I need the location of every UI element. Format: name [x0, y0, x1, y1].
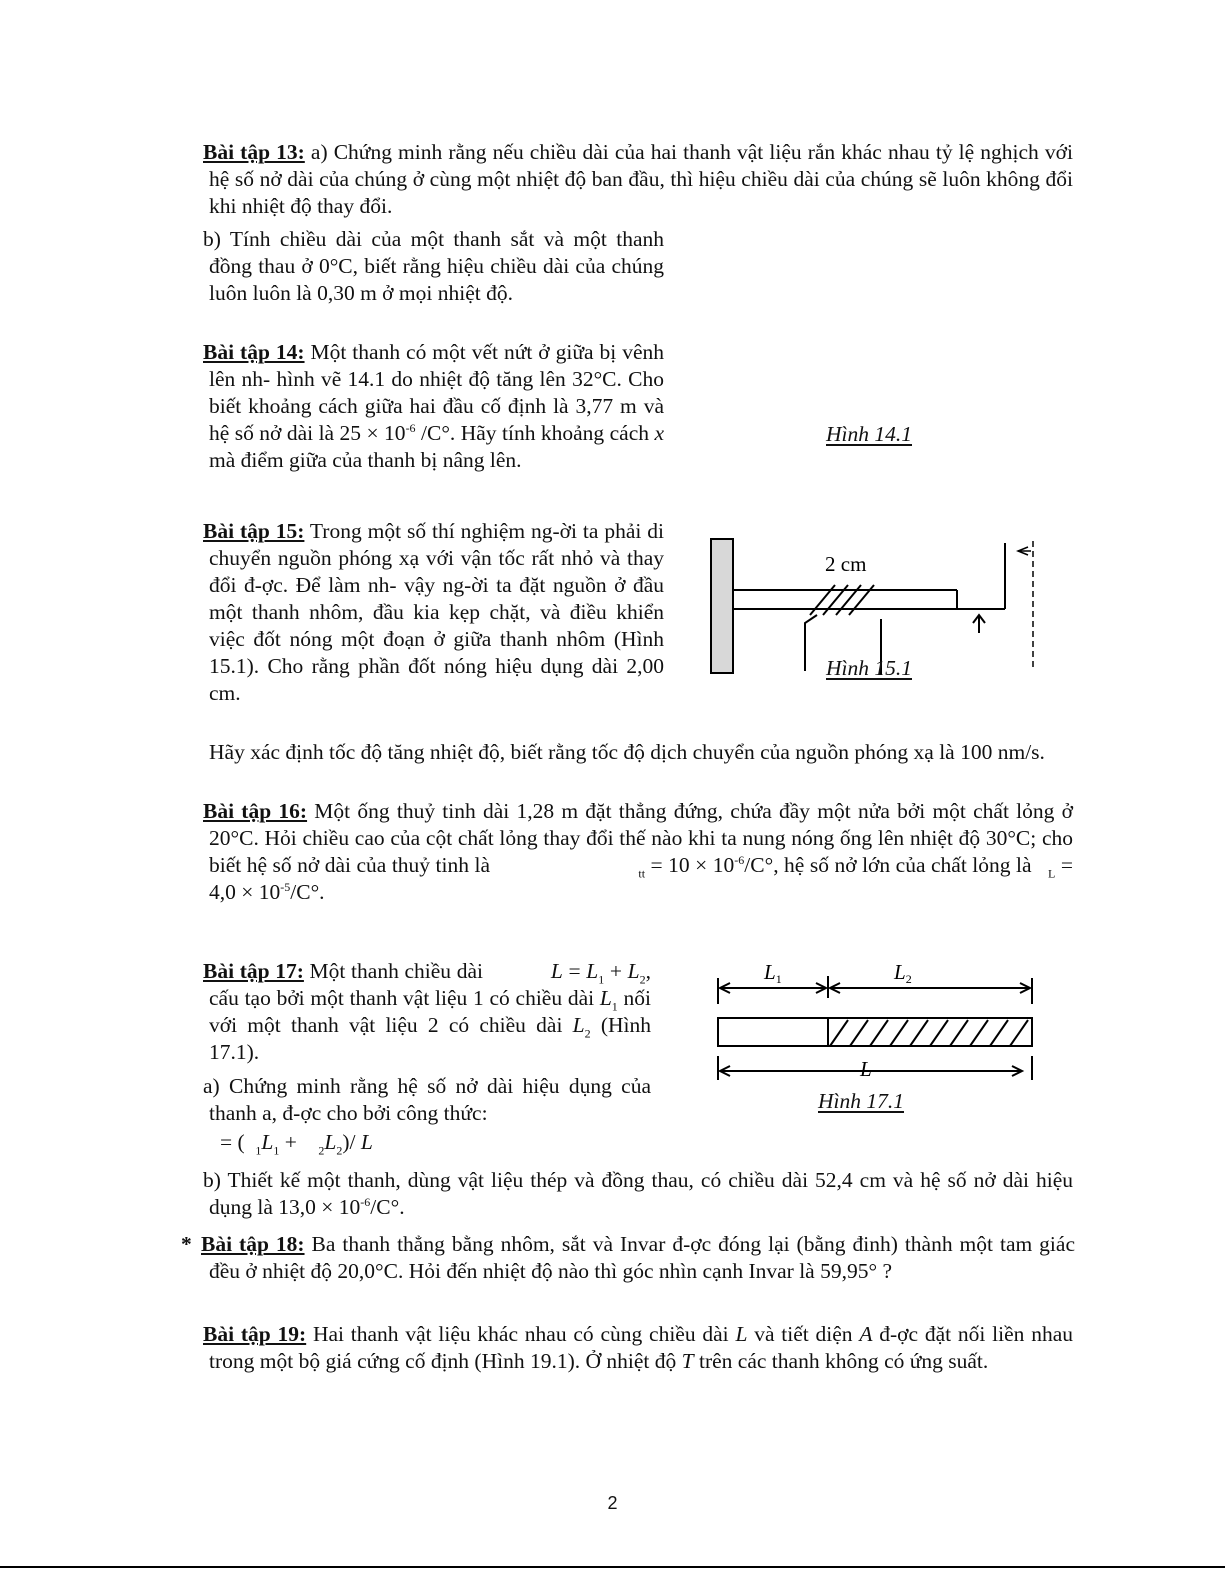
page-bottom-rule	[0, 1566, 1225, 1568]
exercise-16-title: Bài tập 16:	[203, 799, 308, 823]
exercise-17-formula: = ( $_1L_1$ + $_2L_2)/$ L	[220, 1130, 373, 1158]
fig-label-L2: L	[894, 960, 906, 984]
exercise-13-a-text: a) Chứng minh rằng nếu chiều dài của hai thanh vật liệu rắn khác nhau tỷ lệ nghịch với hệ số nở dài của chúng ở cùng một nhiệt độ ban đầu, thì hiệu chiều dài của chúng sẽ luôn không đổi khi nhiệt độ thay đổi.	[209, 140, 1073, 218]
gap-marker	[1018, 547, 1031, 555]
exercise-17: Bài tập 17: Một thanh chiều dài $L = L_1 + L_2$, cấu tạo bởi một thanh vật liệu 1 có chiều dài $L_1$ nối với một thanh vật liệu 2 có chiều dài $L_2$ (Hình 17.1).	[203, 959, 652, 1064]
exercise-14: Bài tập 14: Một thanh có một vết nứt ở giữa bị vênh lên nh- hình vẽ 14.1 do nhiệt độ tăng lên 32°C. Cho biết khoảng cách giữa hai đầu cố định là 3,77 m và hệ số nở dài là $25 \times 10^{-6}$ /C°. Hãy tính khoảng cách x mà điểm giữa của thanh bị nâng lên.	[203, 340, 665, 472]
figure-14-1-caption: Hình 14.1	[826, 422, 912, 446]
exercise-15: Bài tập 15: Trong một số thí nghiệm ng-ời ta phải di chuyển nguồn phóng xạ với vận tốc rất nhỏ và thay đổi đ-ợc. Để làm nh- vậy ng-ời ta đặt nguồn ở đầu một thanh nhôm, đầu kia kẹp chặt, và điều khiển việc đốt nóng một đoạn ở giữa thanh nhôm (Hình 15.1). Cho rằng phần đốt nóng hiệu dụng dài 2,00 cm.	[203, 519, 664, 705]
exercise-19-title: Bài tập 19:	[203, 1322, 307, 1346]
exercise-18-star: *	[181, 1232, 192, 1256]
exercise-14-title: Bài tập 14:	[203, 340, 305, 364]
clamp-wall	[711, 539, 733, 673]
exercise-13-part-b: b) Tính chiều dài của một thanh sắt và một thanh đồng thau ở 0°C, biết rằng hiệu chiều dài của chúng luôn luôn là 0,30 m ở mọi nhiệt độ.	[203, 227, 664, 305]
up-arrow	[973, 615, 985, 633]
svg-text:L2: L2	[894, 960, 912, 986]
figure-17-1-caption: Hình 17.1	[818, 1089, 904, 1113]
exercise-18-title: Bài tập 18:	[201, 1232, 305, 1256]
fig-label-L: L	[860, 1057, 872, 1081]
figure-15-1-caption: Hình 15.1	[826, 656, 912, 680]
exercise-17-part-b: b) Thiết kế một thanh, dùng vật liệu thép và đồng thau, có chiều dài 52,4 cm và hệ số nở dài hiệu dụng là $13,0 \times 10^{-6}/C^\circ$.	[203, 1168, 1073, 1219]
exercise-13-title: Bài tập 13:	[203, 140, 305, 164]
figure-15-1-label: 2 cm	[825, 552, 867, 576]
svg-text:L1: L1	[764, 960, 782, 986]
exercise-17-part-a: a) Chứng minh rằng hệ số nở dài hiệu dụng của thanh a, đ-ợc cho bởi công thức:	[203, 1074, 651, 1125]
page-number: 2	[607, 1493, 618, 1513]
exercise-15-question: Hãy xác định tốc độ tăng nhiệt độ, biết rằng tốc độ dịch chuyển của nguồn phóng xạ là 100 nm/s.	[209, 740, 1045, 764]
exercise-18: Bài tập 18: Ba thanh thẳng bằng nhôm, sắt và Invar đ-ợc đóng lại (bằng đinh) thành một tam giác đều ở nhiệt độ 20,0°C. Hỏi đến nhiệt độ nào thì góc nhìn cạnh Invar là 59,95° ?	[201, 1232, 1075, 1283]
figure-17-1	[712, 958, 1042, 1088]
fig-label-L1: L	[764, 960, 776, 984]
bar-hatch	[830, 1020, 1028, 1046]
exercise-19: Bài tập 19: Hai thanh vật liệu khác nhau có cùng chiều dài L và tiết diện A đ-ợc đặt nối liền nhau trong một bộ giá cứng cố định (Hình 19.1). Ở nhiệt độ T trên các thanh không có ứng suất.	[203, 1322, 1073, 1373]
bar-material-1	[718, 1018, 828, 1046]
exercise-17-title: Bài tập 17:	[203, 959, 304, 983]
exercise-13-part-a	[203, 139, 1073, 220]
exercise-16: Bài tập 16: Một ống thuỷ tinh dài 1,28 m đặt thẳng đứng, chứa đầy một nửa bởi một chất lỏng ở 20°C. Hỏi chiều cao của cột chất lỏng thay đổi thế nào khi ta nung nóng ống lên nhiệt độ 30°C; cho biết hệ số nở dài của thuỷ tinh là $_{tt} = 10 \times 10^{-6}/C^\circ$, hệ số nở lớn của chất lỏng là $_L = 4,0 \times 10^{-5}/C^\circ$.	[203, 799, 1073, 904]
exercise-15-title: Bài tập 15:	[203, 519, 305, 543]
